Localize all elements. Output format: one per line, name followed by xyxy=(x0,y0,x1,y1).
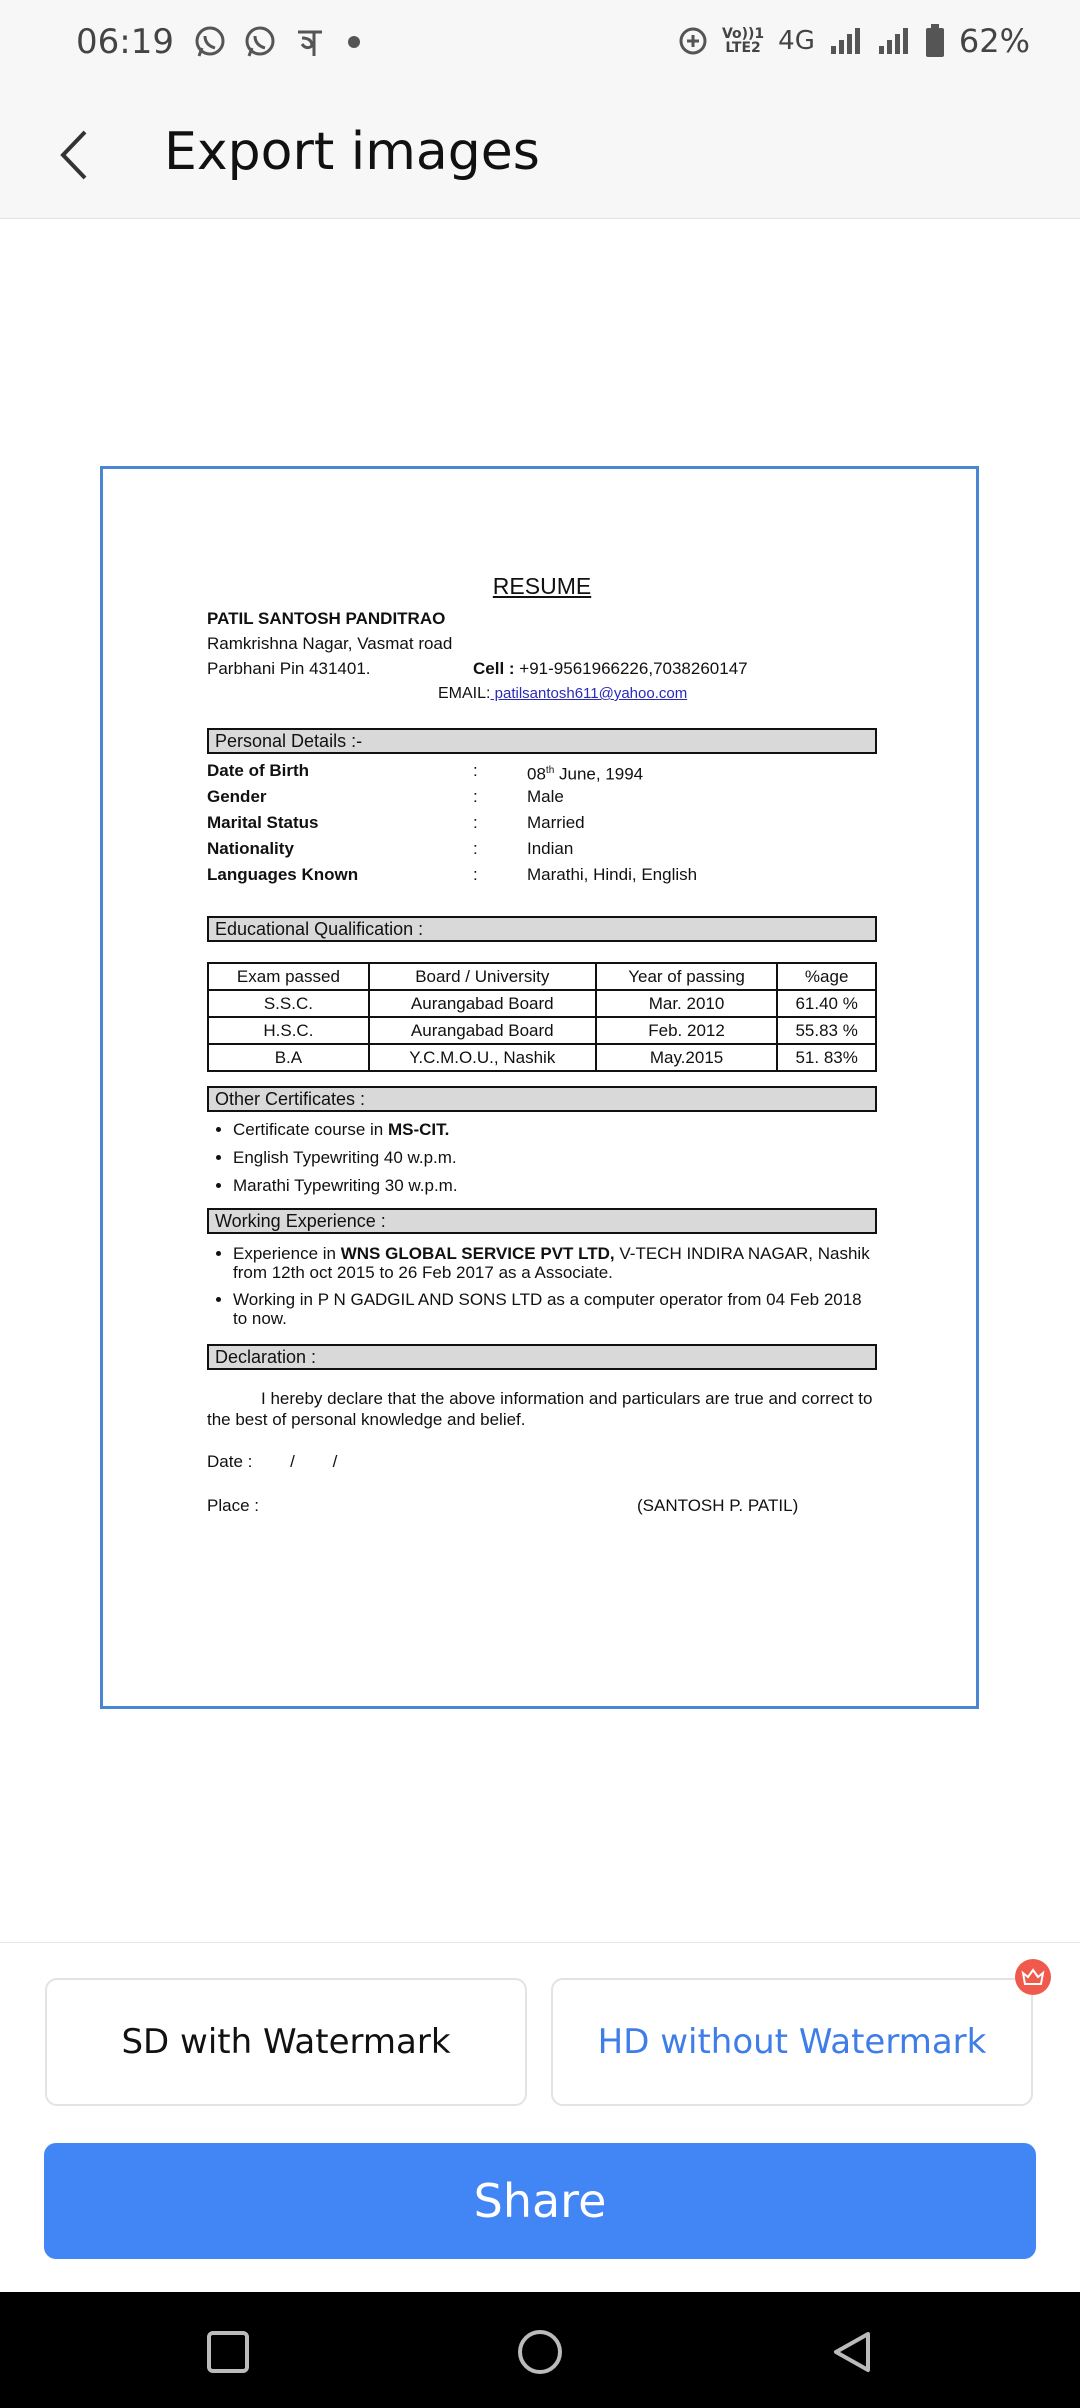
cell-label: Cell : xyxy=(473,659,515,678)
status-bar xyxy=(0,0,1080,90)
resume-address1: Ramkrishna Nagar, Vasmat road xyxy=(207,634,453,653)
whatsapp-icon xyxy=(192,24,228,60)
table-header-cell: Year of passing xyxy=(596,963,778,990)
list-item: • Working in P N GADGIL AND SONS LTD as a computer operator from 04 Feb 2018 to now. xyxy=(233,1290,877,1328)
signal-icon xyxy=(877,26,911,56)
section-experience: Working Experience : xyxy=(207,1208,877,1234)
image-preview xyxy=(100,466,979,1709)
personal-row: Date of Birth : 08th June, 1994 xyxy=(207,761,644,784)
education-table xyxy=(207,962,877,1072)
share-button[interactable]: Share xyxy=(44,2143,1036,2259)
certificates-list xyxy=(207,1120,877,1196)
section-certificates: Other Certificates : xyxy=(207,1086,877,1112)
resume-email-row xyxy=(207,681,877,706)
home-button[interactable] xyxy=(510,2322,570,2382)
personal-row: Marital Status : Married xyxy=(207,813,585,832)
list-item: • Marathi Typewriting 30 w.p.m. xyxy=(233,1176,877,1196)
export-options-panel xyxy=(0,1942,1080,2293)
table-row xyxy=(208,990,876,1017)
table-cell: Y.C.M.O.U., Nashik xyxy=(369,1044,596,1071)
dot-icon xyxy=(342,24,366,60)
page-title: Export images xyxy=(164,122,540,182)
declaration-text: I hereby declare that the above information and particulars are true and correct to the best of personal knowledge and belief. xyxy=(207,1389,873,1429)
status-right xyxy=(678,22,1030,60)
section-personal-details: Personal Details :- xyxy=(207,728,877,754)
phonepe-icon xyxy=(292,24,328,60)
resume-address2: Parbhani Pin 431401. xyxy=(207,659,371,678)
back-nav-button[interactable] xyxy=(822,2322,882,2382)
resume-name: PATIL SANTOSH PANDITRAO xyxy=(207,609,446,628)
place-label: Place : xyxy=(207,1496,259,1515)
table-cell: May.2015 xyxy=(596,1044,778,1071)
whatsapp-icon xyxy=(242,24,278,60)
table-cell: B.A xyxy=(208,1044,369,1071)
table-cell: S.S.C. xyxy=(208,990,369,1017)
system-nav-bar xyxy=(0,2292,1080,2408)
table-cell: 51. 83% xyxy=(777,1044,876,1071)
table-header-cell: Board / University xyxy=(369,963,596,990)
circle-icon xyxy=(516,2328,564,2376)
notification-icons xyxy=(192,24,366,60)
resume-document xyxy=(207,573,877,1518)
status-time: 06:19 xyxy=(76,22,174,62)
table-header-row xyxy=(208,963,876,990)
crown-icon xyxy=(1015,1959,1051,1995)
square-icon xyxy=(206,2330,250,2374)
table-cell: 61.40 % xyxy=(777,990,876,1017)
resume-address-row xyxy=(207,656,877,681)
network-type: 4G xyxy=(778,26,815,56)
experience-list xyxy=(207,1244,877,1328)
table-cell: Feb. 2012 xyxy=(596,1017,778,1044)
data-saver-icon xyxy=(678,26,708,56)
date-line: Date : / / xyxy=(207,1452,338,1471)
table-header-cell: %age xyxy=(777,963,876,990)
chevron-left-icon xyxy=(55,128,95,182)
list-item: • Certificate course in MS-CIT. xyxy=(233,1120,877,1140)
list-item: • English Typewriting 40 w.p.m. xyxy=(233,1148,877,1168)
table-cell: Mar. 2010 xyxy=(596,990,778,1017)
cell-value: +91-9561966226,7038260147 xyxy=(519,659,748,678)
table-cell: Aurangabad Board xyxy=(369,990,596,1017)
section-declaration: Declaration : xyxy=(207,1344,877,1370)
triangle-back-icon xyxy=(830,2330,874,2374)
personal-row: Gender : Male xyxy=(207,787,564,806)
personal-row: Languages Known : Marathi, Hindi, English xyxy=(207,865,698,884)
resume-cell xyxy=(473,656,748,681)
back-button[interactable] xyxy=(40,120,110,190)
table-cell: 55.83 % xyxy=(777,1017,876,1044)
battery-icon xyxy=(925,24,945,58)
sd-watermark-option[interactable]: SD with Watermark xyxy=(45,1978,527,2106)
resume-title: RESUME xyxy=(492,573,592,599)
table-row xyxy=(208,1044,876,1071)
table-cell: Aurangabad Board xyxy=(369,1017,596,1044)
personal-details-list xyxy=(207,758,877,888)
table-row xyxy=(208,1017,876,1044)
signal-icon xyxy=(829,26,863,56)
list-item: • Experience in WNS GLOBAL SERVICE PVT LTD, V-TECH INDIRA NAGAR, Nashik from 12th oct 2015 to 26 Feb 2017 as a Associate. xyxy=(233,1244,877,1282)
email-link[interactable]: patilsantosh611@yahoo.com xyxy=(490,685,688,702)
place-line xyxy=(207,1496,877,1518)
personal-row: Nationality : Indian xyxy=(207,839,574,858)
recents-button[interactable] xyxy=(198,2322,258,2382)
network-volte: Vo))1 LTE2 xyxy=(721,26,765,56)
table-header-cell: Exam passed xyxy=(208,963,369,990)
signature: (SANTOSH P. PATIL) xyxy=(637,1496,799,1515)
section-education: Educational Qualification : xyxy=(207,916,877,942)
battery-percent: 62% xyxy=(958,22,1030,60)
app-bar xyxy=(0,90,1080,219)
table-cell: H.S.C. xyxy=(208,1017,369,1044)
hd-no-watermark-option[interactable]: HD without Watermark xyxy=(551,1978,1033,2106)
email-label: EMAIL: xyxy=(438,685,491,702)
